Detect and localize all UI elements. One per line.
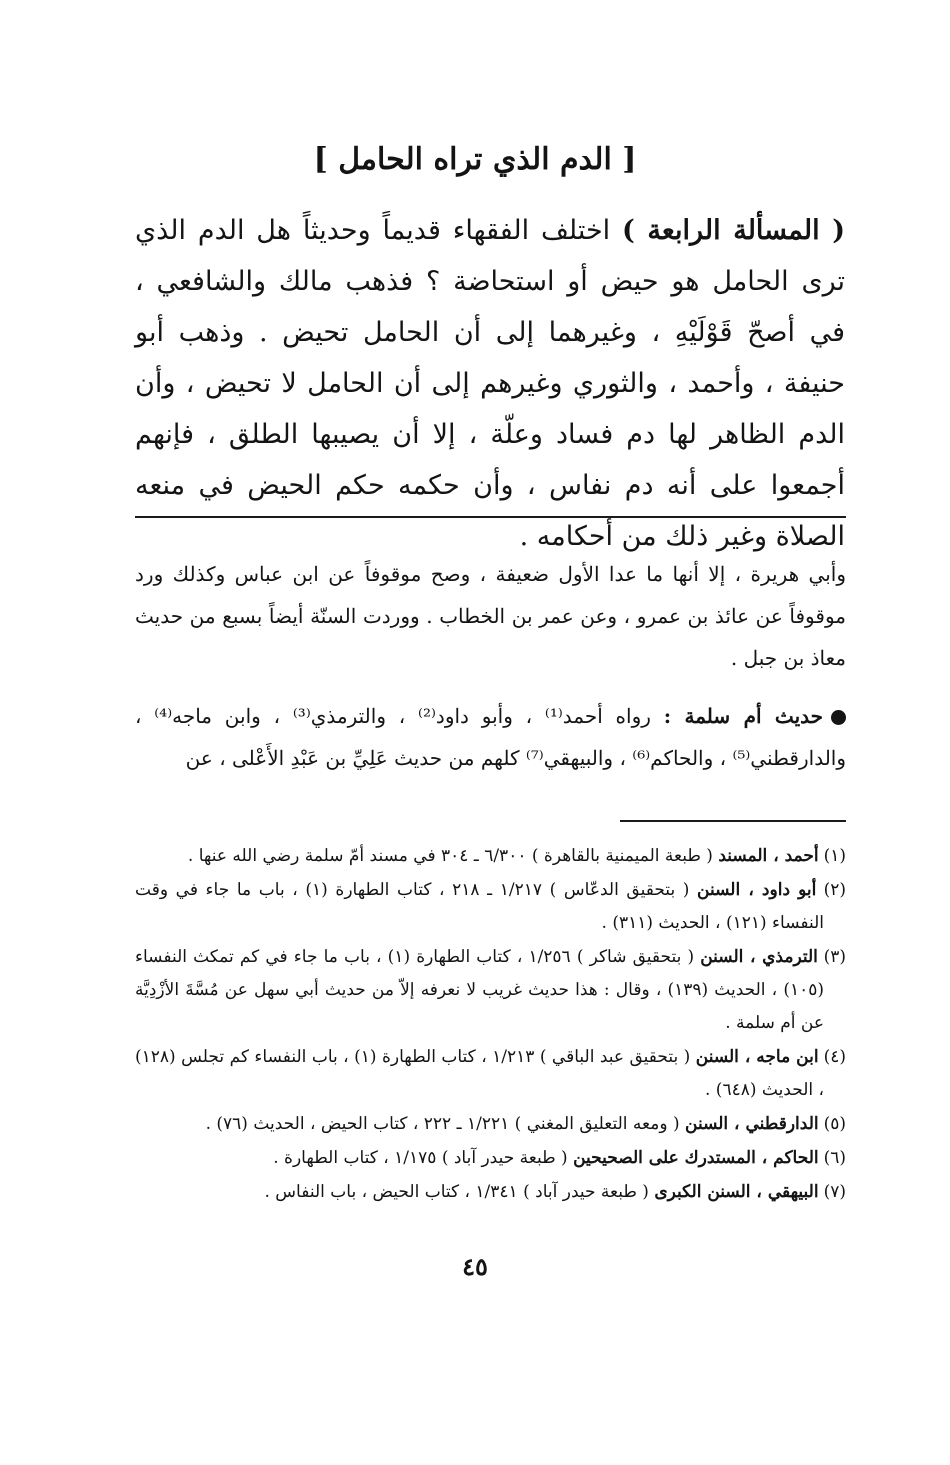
footnote-1: [135, 840, 846, 873]
footnote-number: (٣): [823, 947, 846, 967]
footnote-number: (٦): [823, 1148, 846, 1168]
section-heading: [ الدم الذي تراه الحامل ]: [313, 142, 637, 177]
footnote-text: ( بتحقيق شاكر ) ١/٢٥٦ ، كتاب الطهارة (١) ، باب ما جاء في كم تمكث النفساء (١٠٥) ، الحديث (١٣٩) ، وقال : هذا حديث غريب لا نعرفه إلاّ من حديث أبي سهل عن مُسَّةَ الأزْدِيَّة عن أم سلمة .: [135, 947, 825, 1033]
footnote-text: ( طبعة الميمنية بالقاهرة ) ٦/٣٠٠ ـ ٣٠٤ في مسند أمّ سلمة رضي الله عنها .: [187, 846, 719, 866]
footnote-4: [135, 1041, 846, 1107]
footnote-divider: [620, 820, 846, 822]
footnote-source: أبو داود ، السنن: [697, 880, 817, 900]
continuation-paragraph: وأبي هريرة ، إلا أنها ما عدا الأول ضعيفة ، وصح موقوفاً عن ابن عباس وكذلك ورد موقوفاً عن عائذ بن عمرو ، وعن عمر بن الخطاب . ووردت السنّة أيضاً بسبع من حديث معاذ بن جبل .: [135, 562, 846, 670]
footnote-number: (٢): [823, 880, 847, 900]
footnote-7: [135, 1176, 846, 1209]
footnote-source: الترمذي ، السنن: [700, 947, 818, 967]
footnote-number: (١): [823, 846, 846, 866]
footnote-2: [135, 874, 846, 940]
bullet-icon: [831, 710, 846, 725]
footnote-source: البيهقي ، السنن الكبرى: [654, 1182, 819, 1202]
footnote-6: [135, 1142, 846, 1175]
main-paragraph-body: اختلف الفقهاء قديماً وحديثاً هل الدم الذي ترى الحامل هو حيض أو استحاضة ؟ فذهب مالك والشافعي ، في أصحّ قَوْلَيْهِ ، وغيرهما إلى أن الحامل تحيض . وذهب أبو حنيفة ، وأحمد ، والثوري وغيرهم إلى أن الحامل لا تحيض ، وأن الدم الظاهر لها دم فساد وعلّة ، إلا أن يصيبها الطلق ، فإنهم أجمعوا على أنه دم نفاس ، وأن حكمه حكم الحيض في منعه الصلاة وغير ذلك من أحكامه .: [135, 215, 845, 552]
page-number: ٤٥: [462, 1252, 488, 1281]
footnote-number: (٤): [823, 1047, 847, 1067]
footnote-source: الحاكم ، المستدرك على الصحيحين: [573, 1148, 819, 1168]
hadith-body: رواه أحمد⁽¹⁾ ، وأبو داود⁽²⁾ ، والترمذي⁽³⁾ ، وابن ماجه⁽⁴⁾ ، والدارقطني⁽⁵⁾ ، والحاكم⁽⁶⁾ ، والبيهقي⁽⁷⁾ كلهم من حديث عَلِيِّ بن عَبْدِ الأَعْلى ، عن: [135, 704, 846, 770]
issue-label: ( المسألة الرابعة ): [622, 215, 846, 246]
footnote-text: ( طبعة حيدر آباد ) ١/٣٤١ ، كتاب الحيض ، باب النفاس .: [264, 1182, 655, 1202]
footnote-text: ( بتحقيق الدعّاس ) ١/٢١٧ ـ ٢١٨ ، كتاب الطهارة (١) ، باب ما جاء في وقت النفساء (١٢١) ، الحديث (٣١١) .: [135, 880, 824, 933]
footnote-number: (٧): [823, 1182, 846, 1202]
footnote-source: الدارقطني ، السنن: [685, 1114, 819, 1134]
hadith-title: حديث أم سلمة :: [663, 704, 823, 728]
footnote-source: ابن ماجه ، السنن: [695, 1047, 819, 1067]
footnote-5: [135, 1108, 846, 1141]
footnote-text: ( طبعة حيدر آباد ) ١/١٧٥ ، كتاب الطهارة .: [273, 1148, 574, 1168]
footnote-text: ( ومعه التعليق المغني ) ١/٢٢١ ـ ٢٢٢ ، كتاب الحيض ، الحديث (٧٦) .: [205, 1114, 685, 1134]
footnote-3: [135, 941, 846, 1040]
footnote-source: أحمد ، المسند: [718, 846, 819, 866]
main-text-divider: [135, 516, 846, 518]
footnote-text: ( بتحقيق عبد الباقي ) ١/٢١٣ ، كتاب الطهارة (١) ، باب النفساء كم تجلس (١٢٨) ، الحديث (٦٤٨) .: [135, 1047, 824, 1100]
footnote-number: (٥): [823, 1114, 846, 1134]
hadith-paragraph: [135, 695, 846, 779]
main-paragraph: [135, 205, 845, 562]
footnotes-list: [135, 840, 846, 1210]
